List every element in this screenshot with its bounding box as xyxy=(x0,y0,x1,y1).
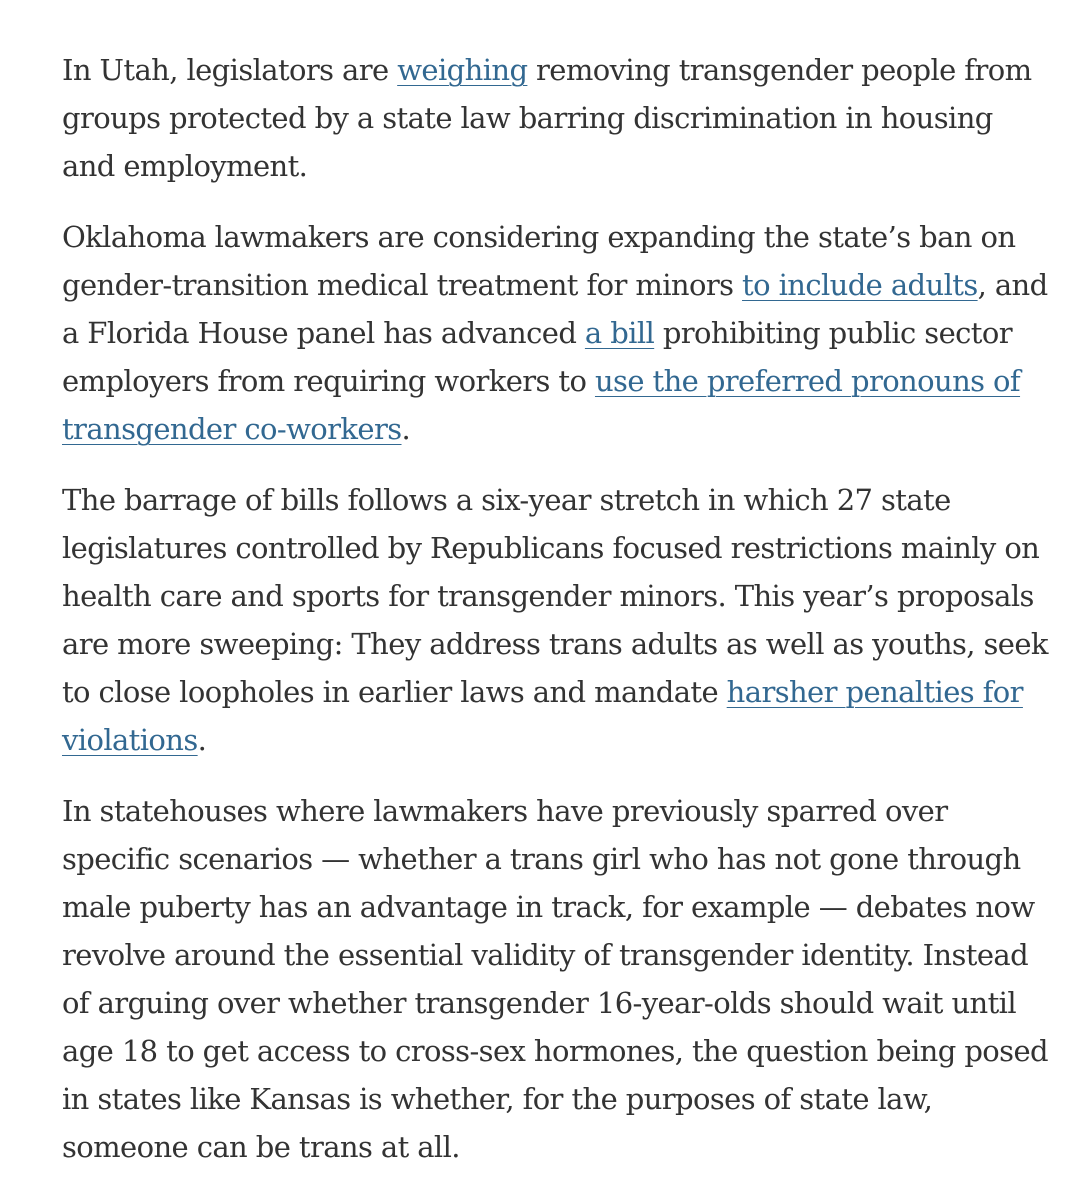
text-segment: In Utah, legislators are xyxy=(62,53,398,87)
paragraph-statehouses xyxy=(62,787,1052,1171)
text-segment: prohibiting public sector employers from requiring workers to xyxy=(62,316,1012,398)
paragraph-oklahoma-florida xyxy=(62,213,1052,453)
text-segment: , and a Florida House panel has advanced xyxy=(62,268,1048,350)
paragraph-utah xyxy=(62,46,1052,190)
link-weighing[interactable]: weighing xyxy=(397,53,528,87)
link-preferred-pronouns[interactable]: use the preferred pronouns of transgender co-workers xyxy=(62,364,1021,446)
text-segment: The barrage of bills follows a six-year stretch in which 27 state legislatures controlled by Republicans focused restrictions mainly on health care and sports for transgender minors. This year’s proposals are more sweeping: They address trans adults as well as youths, seek to close loopholes in earlier laws and mandate xyxy=(62,483,1048,709)
text-segment: Oklahoma lawmakers are considering expanding the state’s ban on gender-transition medical treatment for minors xyxy=(62,220,1016,302)
article-body xyxy=(62,46,1052,1194)
text-segment: . xyxy=(197,723,207,757)
text-segment: In statehouses where lawmakers have previously sparred over specific scenarios — whether a trans girl who has not gone through male puberty has an advantage in track, for example — debates now revolve around the essential validity of transgender identity. Instead of arguing over whether transgender 16-year-olds should wait until age 18 to get access to cross-sex hormones, the question being posed in states like Kansas is whether, for the purposes of state law, someone can be trans at all. xyxy=(62,794,1048,1164)
text-segment: removing transgender people from groups protected by a state law barring discrimination in housing and employment. xyxy=(62,53,1032,183)
link-to-include-adults[interactable]: to include adults xyxy=(742,268,978,302)
link-a-bill[interactable]: a bill xyxy=(584,316,655,350)
paragraph-barrage-of-bills xyxy=(62,476,1052,764)
text-segment: . xyxy=(401,412,411,446)
link-harsher-penalties[interactable]: harsher penalties for violations xyxy=(62,675,1023,757)
